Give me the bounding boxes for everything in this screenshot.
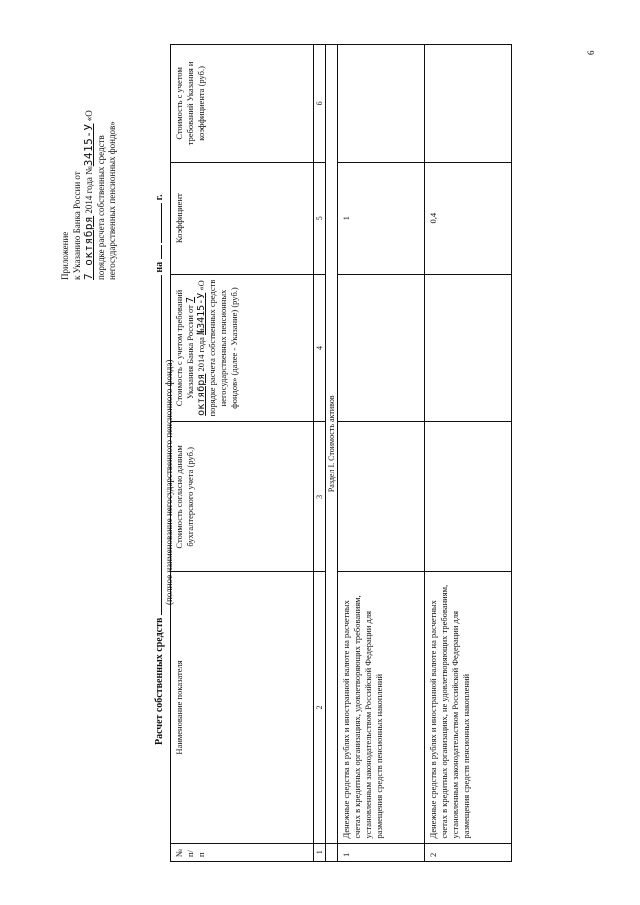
header-with-req-b: 2014 года <box>196 337 206 372</box>
date-blank-month <box>152 203 162 243</box>
fund-name-caption: (полное наименование негосударственного пенсионного фонда) <box>164 359 174 605</box>
row-num: 1 <box>338 843 425 861</box>
col-number: 1 <box>314 843 326 861</box>
section-title: Раздел I. Стоимость активов <box>326 45 338 844</box>
header-num: № п/п <box>171 843 314 861</box>
column-numbers-row <box>314 45 326 862</box>
title-on: на <box>154 261 165 273</box>
row-accounting <box>425 422 512 572</box>
header-with-coefficient: Стоимость с учетом требований Указания и коэффициента (руб.) <box>171 45 314 163</box>
header-with-req-date: 7 октября <box>185 296 207 416</box>
section-row <box>326 45 338 862</box>
row-num: 2 <box>425 843 512 861</box>
col-number: 2 <box>314 572 326 843</box>
row-name: Денежные средства в рублях и иностранной валюте на расчетных счетах в кредитных организациях, не удовлетворяющих требованиям, установленным законодательством Российской Федерации для размещения средств пенсионных накоплений <box>425 572 512 843</box>
title-year-suffix: г. <box>154 194 165 201</box>
row-coefficient: 0,4 <box>425 162 512 274</box>
appendix-quote: «О <box>84 110 94 122</box>
appendix-year: 2014 года № <box>84 166 94 214</box>
appendix-line-1: Приложение <box>60 231 70 280</box>
appendix-line-3 <box>83 0 96 280</box>
header-coefficient: Коэффициент <box>171 162 314 274</box>
row-with-coefficient <box>338 45 425 163</box>
row-coefficient: 1 <box>338 162 425 274</box>
header-accounting: Стоимость согласно данным бухгалтерского учета (руб.) <box>171 422 314 572</box>
header-name: Наименование показателя <box>171 572 314 843</box>
title-text: Расчет собственных средств <box>154 617 165 745</box>
row-with-requirements <box>425 274 512 422</box>
row-with-coefficient <box>425 45 512 163</box>
row-accounting <box>338 422 425 572</box>
own-funds-table <box>170 44 512 862</box>
fund-name-blank <box>152 275 162 615</box>
page-number: 6 <box>586 50 596 55</box>
header-with-requirements <box>171 274 314 422</box>
header-with-req-c: «О порядке расчета собственных средств негосударственных пенсионных фондов» (далее - Указание) (руб.) <box>196 279 239 417</box>
appendix-line-5: негосударственных пенсионных фондов» <box>107 121 117 280</box>
row-with-requirements <box>338 274 425 422</box>
appendix-block <box>60 0 119 280</box>
col-number: 6 <box>314 45 326 163</box>
table-row <box>425 45 512 862</box>
row-name: Денежные средства в рублях и иностранной валюте на расчетных счетах в кредитных организациях, удовлетворяющих требованиям, установленным законодательством Российской Федерации для размещения средств пенсионных накоплений <box>338 572 425 843</box>
appendix-line-2: к Указанию Банка России от <box>71 171 82 280</box>
section-spacer <box>326 843 338 861</box>
appendix-line-4: порядке расчета собственных средств <box>95 135 106 280</box>
appendix-number: 3415-У <box>82 123 95 167</box>
col-number: 3 <box>314 422 326 572</box>
header-with-req-num: №3415-У <box>196 292 207 335</box>
date-blank-day <box>152 245 162 259</box>
table-row <box>338 45 425 862</box>
col-number: 4 <box>314 274 326 422</box>
table-header-row <box>171 45 314 862</box>
header-with-req-a: Стоимость с учетом требований Указания Банка России от <box>174 289 195 407</box>
appendix-date: 7 октября <box>82 215 95 280</box>
col-number: 5 <box>314 162 326 274</box>
